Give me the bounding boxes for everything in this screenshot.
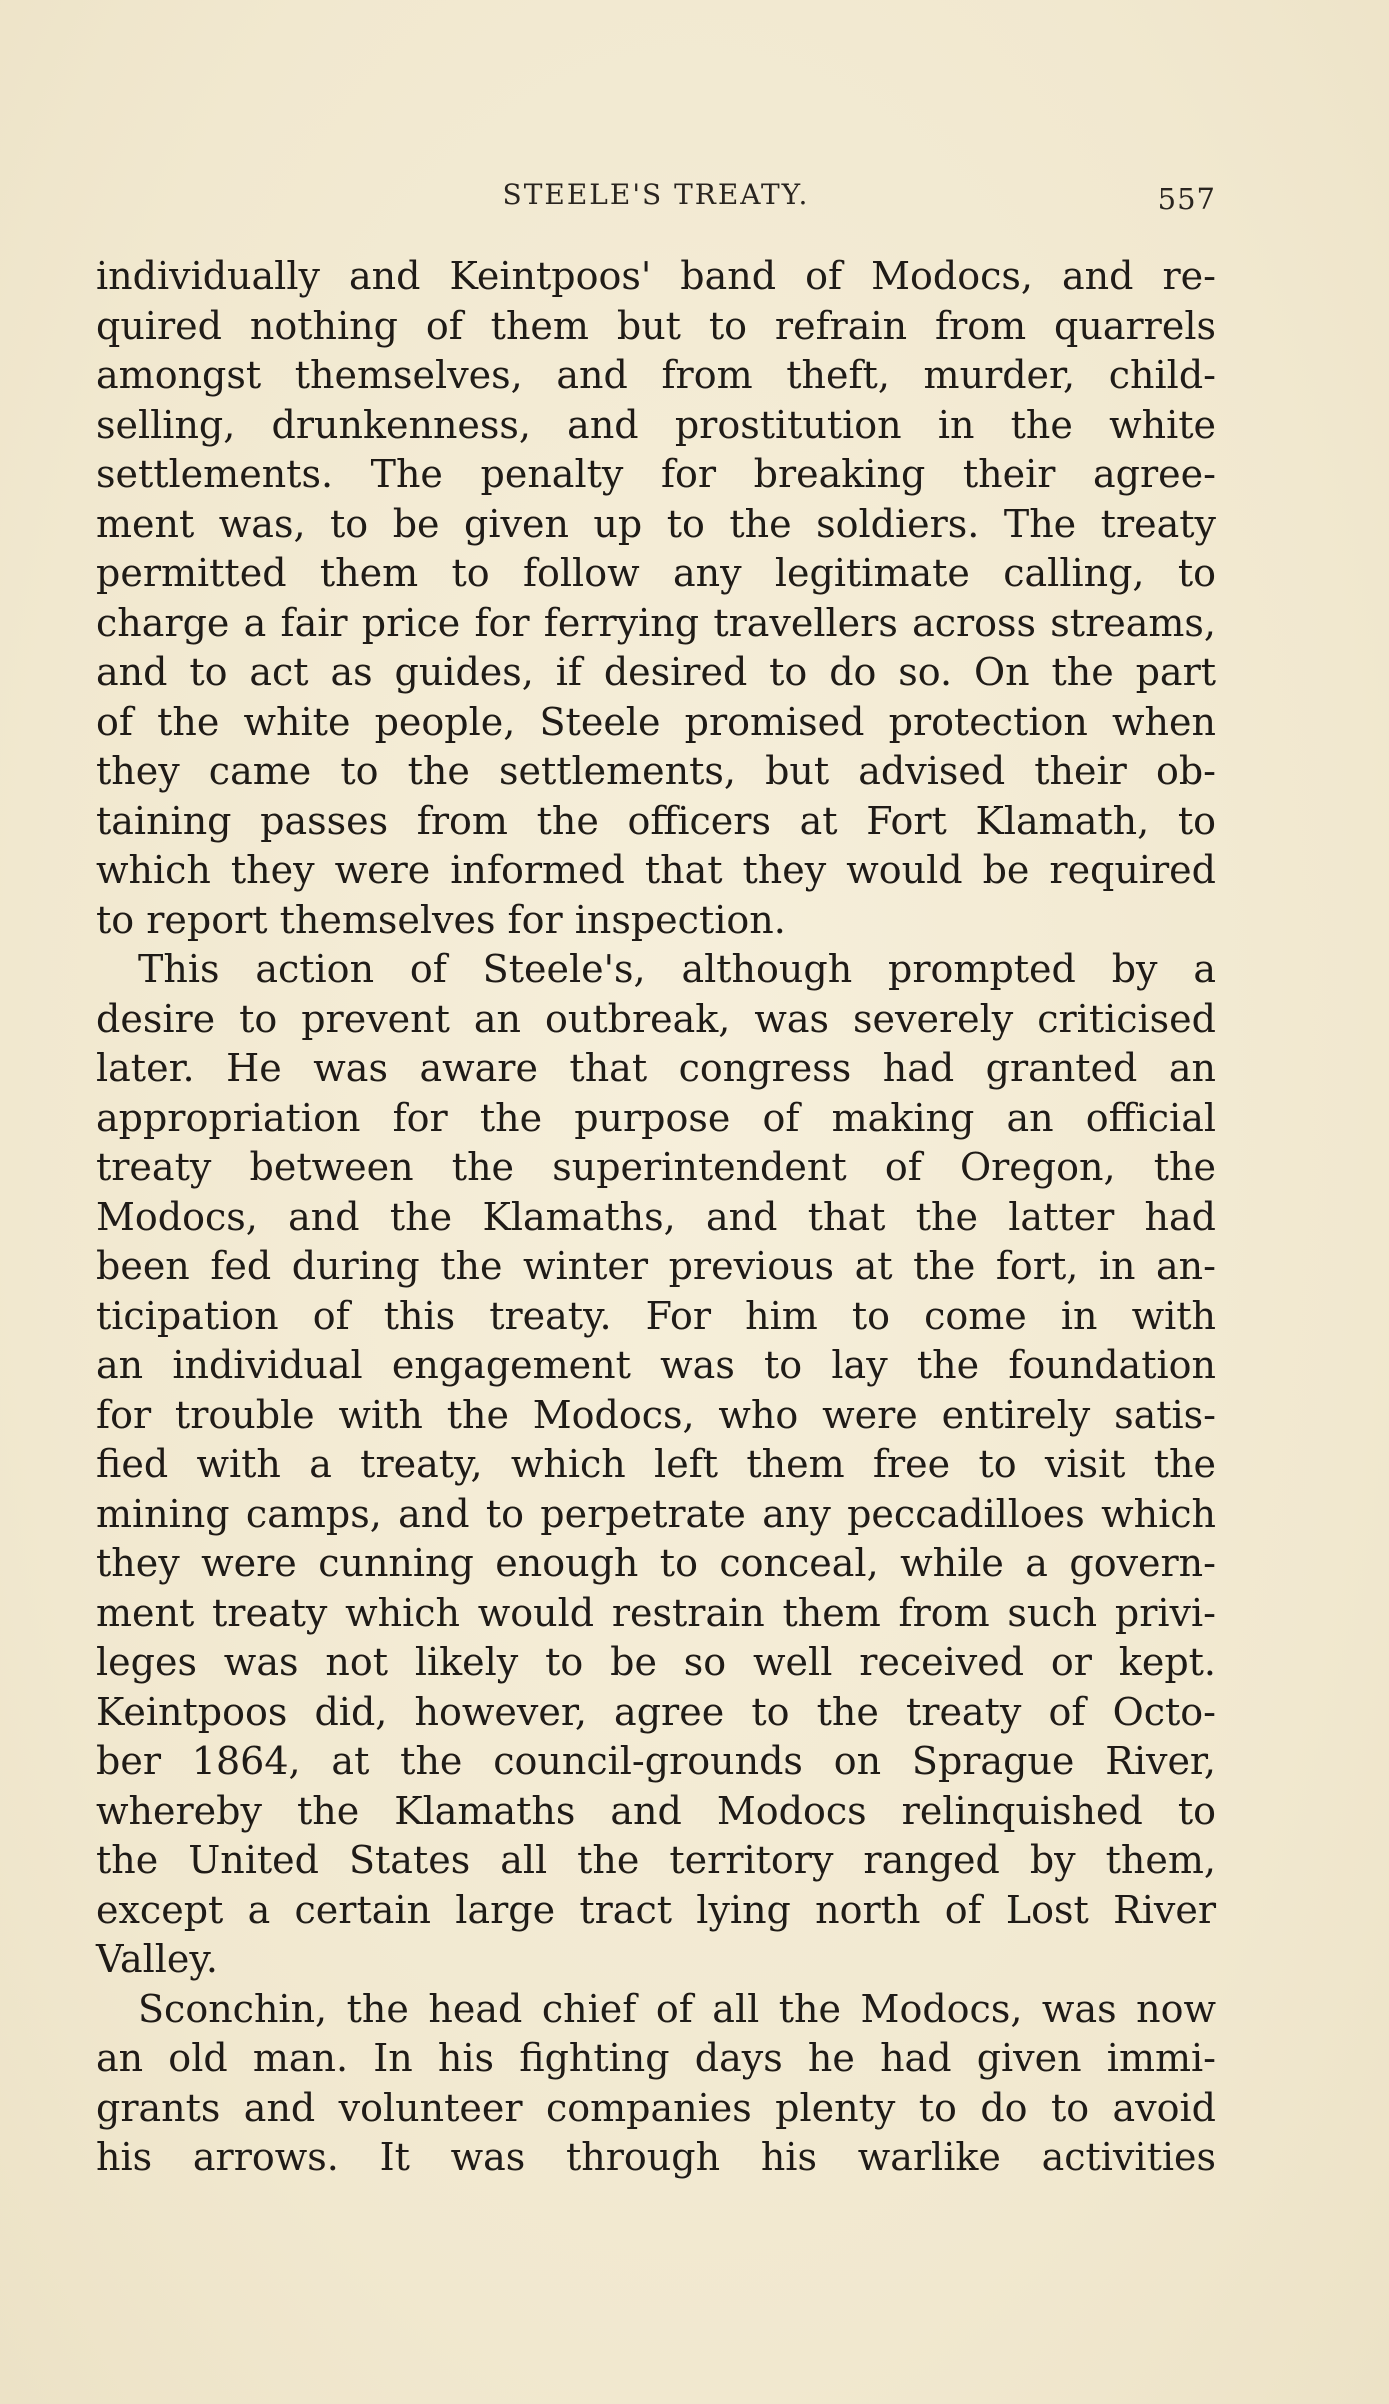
text-line: permitted them to follow any legitimate calling, to bbox=[96, 551, 1216, 595]
text-line: treaty between the superintendent of Oregon, the bbox=[96, 1145, 1216, 1189]
text-line: leges was not likely to be so well received or kept. bbox=[96, 1640, 1216, 1684]
text-line: his arrows. It was through his warlike activities bbox=[96, 2135, 1216, 2179]
text-line: settlements. The penalty for breaking their agree- bbox=[96, 452, 1216, 496]
text-line: they came to the settlements, but advised their ob- bbox=[96, 749, 1216, 793]
text-line: Sconchin, the head chief of all the Modocs, was now bbox=[138, 1986, 1216, 2031]
text-line: quired nothing of them but to refrain from quarrels bbox=[96, 303, 1216, 348]
page-number: 557 bbox=[1157, 182, 1216, 216]
text-line: amongst themselves, and from theft, murder, child- bbox=[96, 353, 1216, 397]
text-line: grants and volunteer companies plenty to do to avoid bbox=[96, 2085, 1216, 2130]
text-line: Keintpoos did, however, agree to the treaty of Octo- bbox=[96, 1689, 1216, 1734]
text-line: and to act as guides, if desired to do so. On the part bbox=[96, 650, 1216, 694]
text-line: selling, drunkenness, and prostitution in the white bbox=[96, 402, 1216, 447]
text-line: to report themselves for inspection. bbox=[96, 897, 786, 942]
text-line: fied with a treaty, which left them free to visit the bbox=[96, 1442, 1216, 1486]
text-line: charge a fair price for ferrying travellers across streams, bbox=[96, 600, 1216, 645]
text-line: individually and Keintpoos' band of Modocs, and re- bbox=[96, 254, 1216, 298]
text-line: the United States all the territory ranged by them, bbox=[96, 1838, 1216, 1882]
text-line: This action of Steele's, although prompted by a bbox=[138, 947, 1216, 991]
body-text bbox=[96, 252, 1216, 2183]
text-line: whereby the Klamaths and Modocs relinquished to bbox=[96, 1788, 1216, 1833]
text-line: mining camps, and to perpetrate any peccadilloes which bbox=[96, 1491, 1216, 1536]
text-line: of the white people, Steele promised protection when bbox=[96, 699, 1216, 744]
text-line: an old man. In his fighting days he had given immi- bbox=[96, 2036, 1216, 2080]
text-line: been fed during the winter previous at the fort, in an- bbox=[96, 1244, 1216, 1288]
text-line: later. He was aware that congress had granted an bbox=[96, 1046, 1216, 1090]
text-line: Valley. bbox=[96, 1937, 218, 1981]
text-line: ber 1864, at the council-grounds on Sprague River, bbox=[96, 1739, 1216, 1783]
text-line: appropriation for the purpose of making an official bbox=[96, 1095, 1216, 1140]
text-line: except a certain large tract lying north of Lost River bbox=[96, 1887, 1216, 1932]
text-line: Modocs, and the Klamaths, and that the latter had bbox=[96, 1194, 1216, 1239]
text-line: which they were informed that they would be required bbox=[96, 848, 1216, 892]
text-line: desire to prevent an outbreak, was severely criticised bbox=[96, 996, 1216, 1041]
text-line: ment treaty which would restrain them from such privi- bbox=[96, 1590, 1216, 1635]
text-line: taining passes from the officers at Fort Klamath, to bbox=[96, 798, 1216, 843]
text-line: for trouble with the Modocs, who were entirely satis- bbox=[96, 1392, 1216, 1437]
running-head: STEELE'S TREATY. bbox=[502, 178, 810, 211]
text-line: an individual engagement was to lay the foundation bbox=[96, 1343, 1216, 1387]
text-line: ticipation of this treaty. For him to come in with bbox=[96, 1293, 1216, 1338]
page-header bbox=[96, 178, 1216, 218]
text-line: they were cunning enough to conceal, while a govern- bbox=[96, 1541, 1216, 1585]
text-line: ment was, to be given up to the soldiers. The treaty bbox=[96, 501, 1216, 546]
